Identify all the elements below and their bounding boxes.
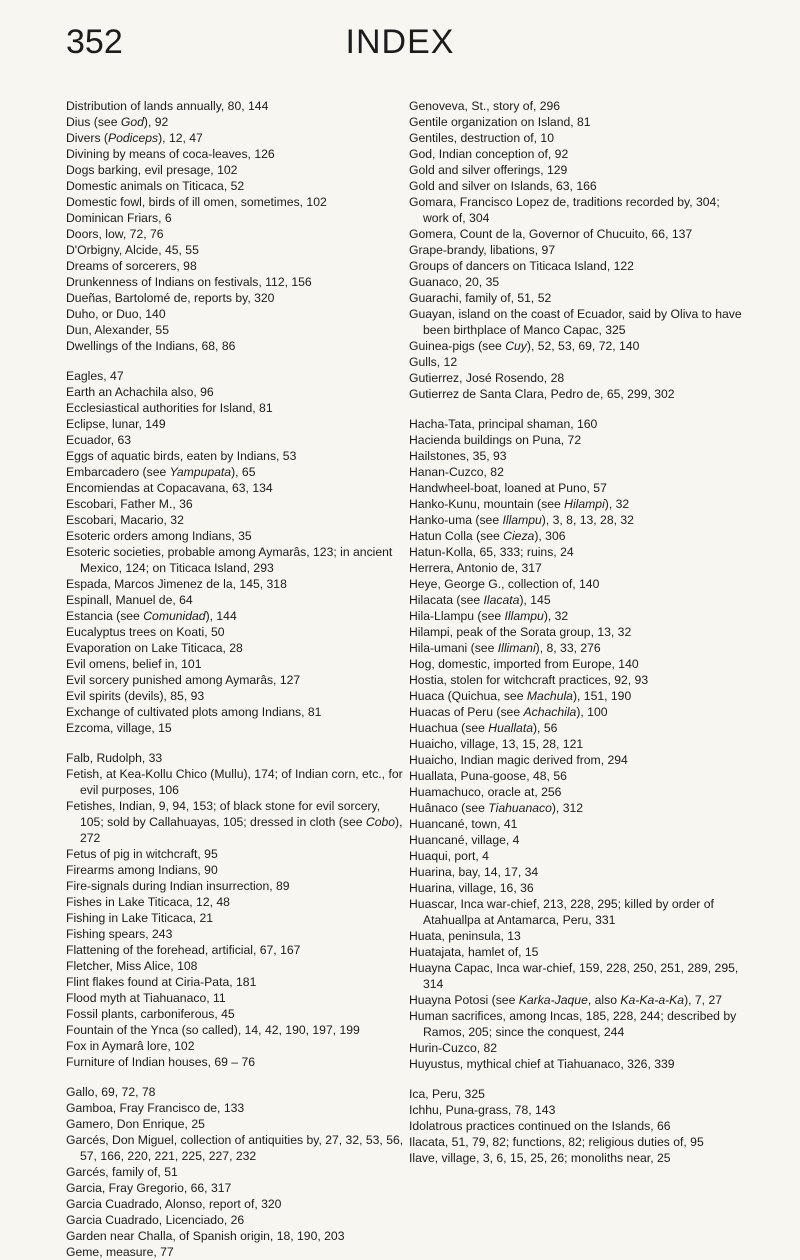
index-entry: Ecclesiastical authorities for Island, 81 (66, 401, 273, 415)
index-entry: Flood myth at Tiahuanaco, 11 (66, 991, 226, 1005)
index-entry: Huaicho, Indian magic derived from, 294 (409, 753, 628, 767)
index-entry: Evil spirits (devils), 85, 93 (66, 689, 205, 703)
index-entry: Fountain of the Ynca (so called), 14, 42, 190, 197, 199 (66, 1023, 360, 1037)
index-entry: Handwheel-boat, loaned at Puno, 57 (409, 481, 607, 495)
index-entry: Huarina, bay, 14, 17, 34 (409, 865, 539, 879)
index-entry: Fetishes, Indian, 9, 94, 153; of black stone for evil sorcery, 105; sold by Callahuayas, 105; dressed in cloth (see Cobo), 272 (66, 799, 403, 845)
index-entry: Huaicho, village, 13, 15, 28, 121 (409, 737, 584, 751)
index-entry: Dueñas, Bartolomé de, reports by, 320 (66, 291, 275, 305)
index-entry: Huayna Capac, Inca war-chief, 159, 228, 250, 251, 289, 295, 314 (409, 961, 739, 991)
index-entry: Gallo, 69, 72, 78 (66, 1085, 156, 1099)
index-entry: Evil sorcery punished among Aymarâs, 127 (66, 673, 301, 687)
index-entry: Idolatrous practices continued on the Islands, 66 (409, 1119, 671, 1133)
index-entry: Eucalyptus trees on Koati, 50 (66, 625, 225, 639)
index-entry: Eclipse, lunar, 149 (66, 417, 166, 431)
index-entry: Embarcadero (see Yampupata), 65 (66, 465, 256, 479)
index-entry: Hilampi, peak of the Sorata group, 13, 32 (409, 625, 632, 639)
index-entry: Fetish, at Kea-Kollu Chico (Mullu), 174; of Indian corn, etc., for evil purposes, 106 (66, 767, 403, 797)
index-entry: Heye, George G., collection of, 140 (409, 577, 600, 591)
index-entry: Gutierrez de Santa Clara, Pedro de, 65, 299, 302 (409, 387, 675, 401)
index-entry: Dreams of sorcerers, 98 (66, 259, 197, 273)
index-entry: Hacienda buildings on Puna, 72 (409, 433, 582, 447)
index-entry: D'Orbigny, Alcide, 45, 55 (66, 243, 199, 257)
index-entry: Grape-brandy, libations, 97 (409, 243, 556, 257)
index-entry: Ezcoma, village, 15 (66, 721, 172, 735)
index-entry: Fishing in Lake Titicaca, 21 (66, 911, 214, 925)
index-entry: Gold and silver on Islands, 63, 166 (409, 179, 597, 193)
index-entry: Gomara, Francisco Lopez de, traditions recorded by, 304; work of, 304 (409, 195, 720, 225)
index-entry: Dominican Friars, 6 (66, 211, 172, 225)
index-entry: Evil omens, belief in, 101 (66, 657, 202, 671)
index-entry: Hanko-Kunu, mountain (see Hilampi), 32 (409, 497, 630, 511)
index-entry: Huachua (see Huallata), 56 (409, 721, 558, 735)
index-entry: Gomera, Count de la, Governor of Chucuito, 66, 137 (409, 227, 693, 241)
index-entry: Hila-Llampu (see Illampu), 32 (409, 609, 569, 623)
index-entry: Huyustus, mythical chief at Tiahuanaco, 326, 339 (409, 1057, 675, 1071)
index-entry: Flint flakes found at Ciria-Pata, 181 (66, 975, 257, 989)
index-entry: Espada, Marcos Jimenez de la, 145, 318 (66, 577, 287, 591)
index-entry: Gold and silver offerings, 129 (409, 163, 568, 177)
index-entry: Hurin-Cuzco, 82 (409, 1041, 498, 1055)
index-entry: Espinall, Manuel de, 64 (66, 593, 193, 607)
index-entry: Furniture of Indian houses, 69 – 76 (66, 1055, 256, 1069)
index-entry: Hilacata (see Ilacata), 145 (409, 593, 551, 607)
index-entry: Huata, peninsula, 13 (409, 929, 521, 943)
index-entry: Evaporation on Lake Titicaca, 28 (66, 641, 243, 655)
index-entry: Hatun-Kolla, 65, 333; ruins, 24 (409, 545, 574, 559)
index-entry: Huascar, Inca war-chief, 213, 228, 295; killed by order of Atahuallpa at Antamarca, Peru, 331 (409, 897, 714, 927)
index-entry: Fishes in Lake Titicaca, 12, 48 (66, 895, 230, 909)
index-entry: Fetus of pig in witchcraft, 95 (66, 847, 218, 861)
index-entry: Ilave, village, 3, 6, 15, 25, 26; monoliths near, 25 (409, 1151, 671, 1165)
index-entry: Dun, Alexander, 55 (66, 323, 169, 337)
index-entry: Hacha-Tata, principal shaman, 160 (409, 417, 598, 431)
index-entry: Gutierrez, José Rosendo, 28 (409, 371, 565, 385)
index-entry: Eggs of aquatic birds, eaten by Indians, 53 (66, 449, 297, 463)
index-column-right (409, 98, 747, 1166)
index-entry: Fishing spears, 243 (66, 927, 173, 941)
index-entry: Fire-signals during Indian insurrection, 89 (66, 879, 290, 893)
index-entry: Encomiendas at Copacavana, 63, 134 (66, 481, 273, 495)
index-entry: Dwellings of the Indians, 68, 86 (66, 339, 236, 353)
index-entry: Huallata, Puna-goose, 48, 56 (409, 769, 567, 783)
index-entry: Firearms among Indians, 90 (66, 863, 218, 877)
page-title: INDEX (345, 23, 455, 61)
index-entry: Divers (Podiceps), 12, 47 (66, 131, 203, 145)
index-entry: Hanko-uma (see Illampu), 3, 8, 13, 28, 32 (409, 513, 634, 527)
index-entry: Duho, or Duo, 140 (66, 307, 166, 321)
index-entry: Huaqui, port, 4 (409, 849, 489, 863)
index-entry: Huayna Potosi (see Karka-Jaque, also Ka-Ka-a-Ka), 7, 27 (409, 993, 723, 1007)
index-entry: Domestic animals on Titicaca, 52 (66, 179, 245, 193)
index-entry: Ecuador, 63 (66, 433, 132, 447)
index-entry: Hatun Colla (see Cieza), 306 (409, 529, 566, 543)
index-entry: Earth an Achachila also, 96 (66, 385, 214, 399)
index-entry: Hailstones, 35, 93 (409, 449, 507, 463)
index-entry: Huânaco (see Tiahuanaco), 312 (409, 801, 584, 815)
index-entry: Ica, Peru, 325 (409, 1087, 485, 1101)
index-entry: Eagles, 47 (66, 369, 124, 383)
index-entry: Guarachi, family of, 51, 52 (409, 291, 552, 305)
index-entry: Gamboa, Fray Francisco de, 133 (66, 1101, 245, 1115)
index-entry: Ilacata, 51, 79, 82; functions, 82; religious duties of, 95 (409, 1135, 704, 1149)
index-entry: Hostia, stolen for witchcraft practices, 92, 93 (409, 673, 649, 687)
index-entry: Huatajata, hamlet of, 15 (409, 945, 539, 959)
index-entry: Guanaco, 20, 35 (409, 275, 500, 289)
index-column-left (66, 98, 404, 1260)
index-entry: Gentile organization on Island, 81 (409, 115, 591, 129)
index-entry: Exchange of cultivated plots among Indians, 81 (66, 705, 322, 719)
index-entry: Hog, domestic, imported from Europe, 140 (409, 657, 639, 671)
index-entry: Guayan, island on the coast of Ecuador, said by Oliva to have been birthplace of Manco Capac, 325 (409, 307, 742, 337)
index-entry: Distribution of lands annually, 80, 144 (66, 99, 269, 113)
index-entry: Escobari, Father M., 36 (66, 497, 193, 511)
index-entry: Esoteric orders among Indians, 35 (66, 529, 252, 543)
index-entry: Divining by means of coca-leaves, 126 (66, 147, 275, 161)
index-entry: Geme, measure, 77 (66, 1245, 174, 1259)
index-entry: Groups of dancers on Titicaca Island, 122 (409, 259, 634, 273)
index-entry: Huaca (Quichua, see Machula), 151, 190 (409, 689, 632, 703)
index-entry: Huancané, village, 4 (409, 833, 520, 847)
index-entry: Dius (see God), 92 (66, 115, 169, 129)
index-entry: Garcia, Fray Gregorio, 66, 317 (66, 1181, 232, 1195)
index-entry: Escobari, Macario, 32 (66, 513, 184, 527)
index-entry: Gulls, 12 (409, 355, 458, 369)
index-entry: Herrera, Antonio de, 317 (409, 561, 542, 575)
index-entry: Hila-umani (see Illimani), 8, 33, 276 (409, 641, 601, 655)
index-entry: Dogs barking, evil presage, 102 (66, 163, 238, 177)
index-entry: Garden near Challa, of Spanish origin, 18, 190, 203 (66, 1229, 345, 1243)
index-entry: Fossil plants, carboniferous, 45 (66, 1007, 235, 1021)
index-entry: Flattening of the forehead, artificial, 67, 167 (66, 943, 301, 957)
index-entry: Huancané, town, 41 (409, 817, 518, 831)
index-entry: Garcia Cuadrado, Licenciado, 26 (66, 1213, 245, 1227)
index-entry: Huamachuco, oracle at, 256 (409, 785, 562, 799)
index-entry: Fox in Aymarâ lore, 102 (66, 1039, 195, 1053)
index-entry: God, Indian conception of, 92 (409, 147, 569, 161)
index-entry: Ichhu, Puna-grass, 78, 143 (409, 1103, 556, 1117)
index-entry: Human sacrifices, among Incas, 185, 228, 244; described by Ramos, 205; since the conquest, 244 (409, 1009, 737, 1039)
index-entry: Doors, low, 72, 76 (66, 227, 164, 241)
index-entry: Esoteric societies, probable among Aymarâs, 123; in ancient Mexico, 124; on Titicaca Island, 293 (66, 545, 393, 575)
index-entry: Guinea-pigs (see Cuy), 52, 53, 69, 72, 140 (409, 339, 640, 353)
index-entry: Huacas of Peru (see Achachila), 100 (409, 705, 608, 719)
index-entry: Estancia (see Comunidad), 144 (66, 609, 237, 623)
index-entry: Garcia Cuadrado, Alonso, report of, 320 (66, 1197, 282, 1211)
page-number: 352 (66, 23, 123, 61)
index-entry: Domestic fowl, birds of ill omen, sometimes, 102 (66, 195, 327, 209)
index-entry: Gentiles, destruction of, 10 (409, 131, 554, 145)
index-entry: Garcés, Don Miguel, collection of antiquities by, 27, 32, 53, 56, 57, 166, 220, 221, 225, 227, 232 (66, 1133, 404, 1163)
index-entry: Falb, Rudolph, 33 (66, 751, 163, 765)
index-entry: Hanan-Cuzco, 82 (409, 465, 504, 479)
index-entry: Genoveva, St., story of, 296 (409, 99, 561, 113)
index-entry: Garcés, family of, 51 (66, 1165, 178, 1179)
index-entry: Drunkenness of Indians on festivals, 112, 156 (66, 275, 312, 289)
index-entry: Fletcher, Miss Alice, 108 (66, 959, 198, 973)
index-entry: Huarina, village, 16, 36 (409, 881, 534, 895)
index-entry: Gamero, Don Enrique, 25 (66, 1117, 205, 1131)
